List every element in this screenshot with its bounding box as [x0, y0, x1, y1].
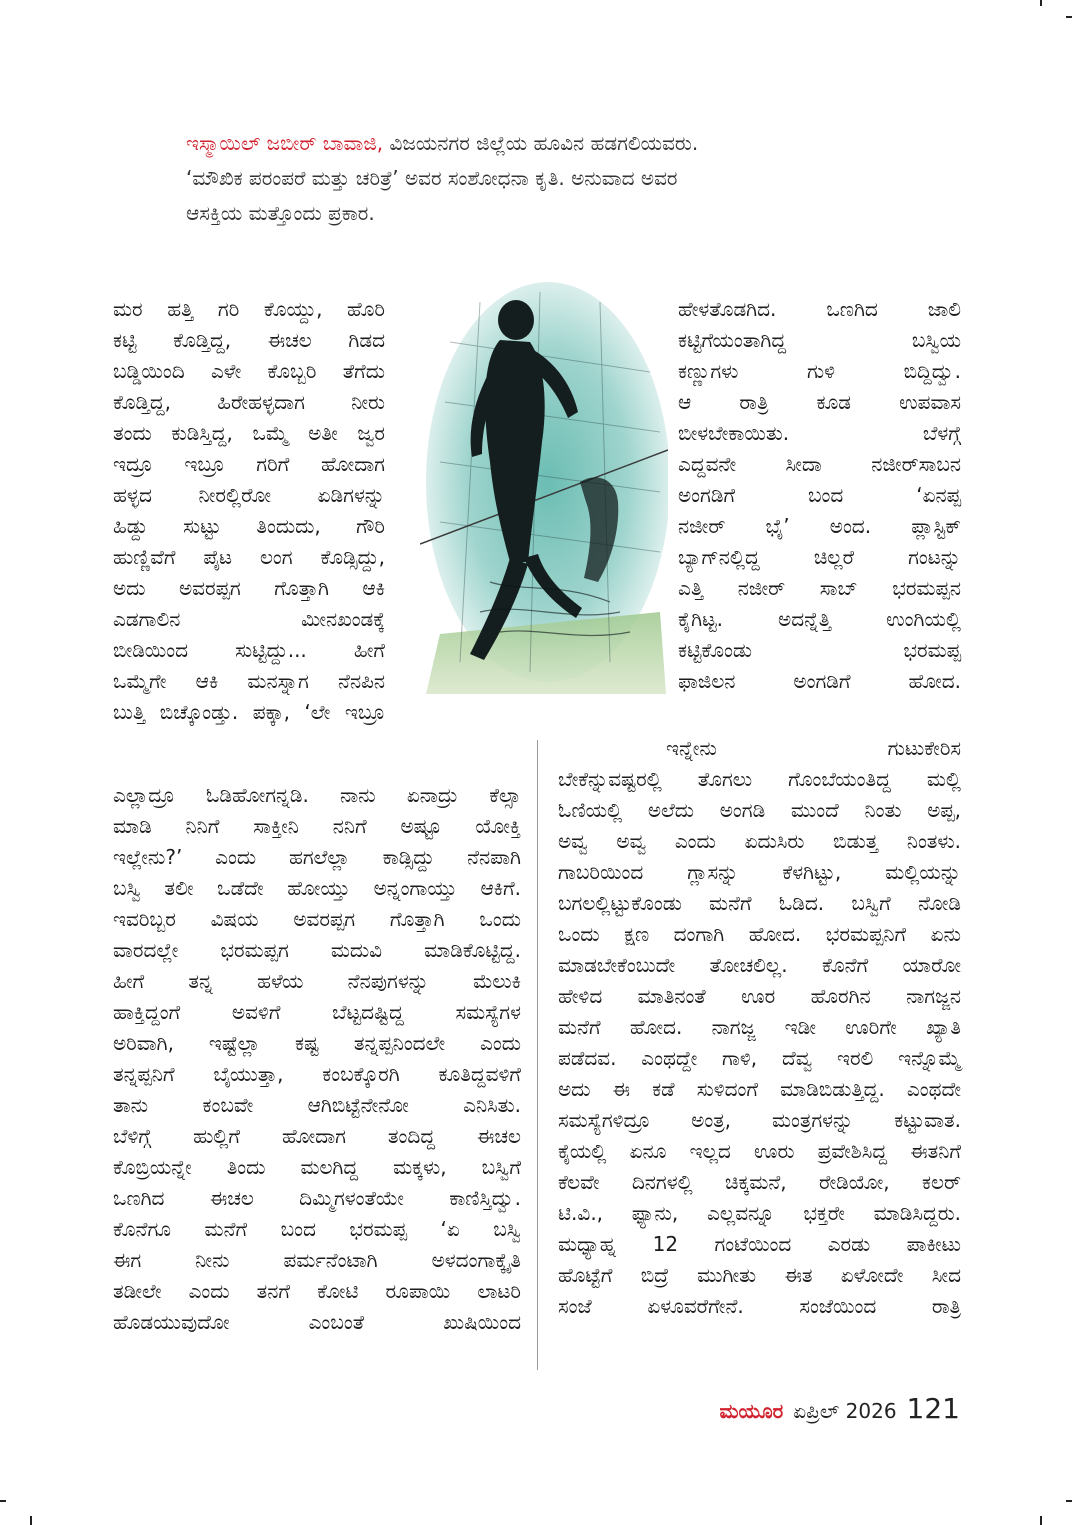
- text-line: ಮನೆಗೆ ಹೋದ. ನಾಗಜ್ಜ ಇಡೀ ಊರಿಗೇ ಖ್ಯಾತಿ: [558, 1015, 961, 1039]
- left-column-bottom: [113, 780, 521, 1338]
- text-line: ಕಟ್ಟಿಗೆಯಂತಾಗಿದ್ದ ಬಸ್ವಿಯ: [678, 328, 961, 352]
- text-line: ಕೆಲವೇ ದಿನಗಳಲ್ಲಿ ಚಿಕ್ಕಮನೆ, ರೇಡಿಯೋ, ಕಲರ್: [558, 1170, 961, 1194]
- text-line: ಅದು ಅವರಪ್ಪಗ ಗೊತ್ತಾಗಿ ಆಕಿ: [113, 576, 385, 600]
- text-line: ತಡೀಲೇ ಎಂದು ತನಗೆ ಕೋಟಿ ರೂಪಾಯಿ ಲಾಟರಿ: [113, 1279, 521, 1303]
- text-line: ಕಟ್ಟಿ ಕೊಡ್ತಿದ್ದ, ಈಚಲ ಗಿಡದ: [113, 328, 385, 352]
- column-divider: [537, 740, 538, 1370]
- text-line: ಟಿ.ವಿ., ಫ್ಯಾನು, ಎಲ್ಲವನ್ನೂ ಭಕ್ತರೇ ಮಾಡಿಸಿದ್ದರು.: [558, 1201, 961, 1225]
- text-line: ನಜೀರ್ ಭೈ’ ಅಂದ. ಪ್ಲಾಸ್ಟಿಕ್: [678, 514, 961, 538]
- text-line: ತನ್ನಪ್ಪನಿಗೆ ಬೈಯುತ್ತಾ, ಕಂಬಕ್ಕೊರಗಿ ಕೂತಿದ್ದವಳಿಗೆ: [113, 1062, 521, 1086]
- bio-line-2: ‘ಮೌಖಿಕ ಪರಂಪರೆ ಮತ್ತು ಚರಿತ್ರೆ’ ಅವರ ಸಂಶೋಧನಾ ಕೃತಿ. ಅನುವಾದ ಅವರ: [186, 166, 678, 190]
- text-line: ಹಳ್ಳದ ನೀರಲ್ಲಿರೋ ಏಡಿಗಳನ್ನು: [113, 483, 385, 507]
- text-line: ಎಲ್ಲಾದ್ರೂ ಓಡಿಹೋಗನ್ನಡಿ. ನಾನು ಏನಾದ್ರು ಕೆಲ್ಸಾ: [113, 783, 521, 807]
- author-bio: [186, 126, 916, 231]
- right-column-bottom: [558, 733, 961, 1322]
- text-line: ಹೇಳಿದ ಮಾತಿನಂತೆ ಊರ ಹೊರಗಿನ ನಾಗಜ್ಜನ: [558, 984, 961, 1008]
- page-number: 121: [906, 1392, 960, 1425]
- text-line: ಇಲ್ಲೇನು?’ ಎಂದು ಹಗಲೆಲ್ಲಾ ಕಾಡ್ಸಿದ್ದು ನೆನಪಾಗಿ: [113, 845, 521, 869]
- bio-line-1: [186, 126, 916, 161]
- author-name: ಇಸ್ಮಾಯಿಲ್ ಜಬೀರ್ ಬಾವಾಜಿ,: [186, 131, 384, 155]
- text-line: ಬಗಲಲ್ಲಿಟ್ಟುಕೊಂಡು ಮನೆಗೆ ಓಡಿದ. ಬಸ್ವಿಗೆ ನೋಡಿ: [558, 891, 961, 915]
- text-line: ಇವರಿಬ್ಬರ ವಿಷಯ ಅವರಪ್ಪಗ ಗೊತ್ತಾಗಿ ಒಂದು: [113, 907, 521, 931]
- text-line: ವಾರದಲ್ಲೇ ಭರಮಪ್ಪಗ ಮದುವಿ ಮಾಡಿಕೊಟ್ಟಿದ್ದ.: [113, 938, 521, 962]
- text-line: ಬೇಕೆನ್ನುವಷ್ಟರಲ್ಲಿ ತೊಗಲು ಗೊಂಬೆಯಂತಿದ್ದ ಮಲ್ಲಿ: [558, 767, 961, 791]
- text-line: ಪಡೆದವ. ಎಂಥದ್ದೇ ಗಾಳಿ, ದೆವ್ವ ಇರಲಿ ಇನ್ನೊಮ್ಮೆ: [558, 1046, 961, 1070]
- text-line: ತಾನು ಕಂಬವೇ ಆಗಿಬಿಟ್ಟೆನೇನೋ ಎನಿಸಿತು.: [113, 1093, 521, 1117]
- text-line: ಎತ್ತಿ ನಜೀರ್ ಸಾಬ್ ಭರಮಪ್ಪನ: [678, 576, 961, 600]
- text-line: ಬೀಡಿಯಿಂದ ಸುಟ್ಟಿದ್ದು... ಹೀಗೆ: [113, 638, 385, 662]
- text-line: ಈಗ ನೀನು ಪರ್ಮನೆಂಟಾಗಿ ಅಳದಂಗಾಕ್ಕೈತಿ: [113, 1248, 521, 1272]
- magazine-brand: ಮಯೂರ: [719, 1399, 784, 1423]
- crop-mark: [30, 1516, 32, 1525]
- text-line: ಹಾಕ್ತಿದ್ದಂಗೆ ಅವಳಿಗೆ ಬೆಟ್ಟದಷ್ಟಿದ್ದ ಸಮಸ್ಯೆಗಳ: [113, 1000, 521, 1024]
- text-line: ಸಂಜೆ ಏಳೂವರೆಗೇನೆ. ಸಂಜೆಯಿಂದ ರಾತ್ರಿ: [558, 1294, 961, 1318]
- text-line: ಕೈಗಿಟ್ಟ. ಅದನ್ನೆತ್ತಿ ಉಂಗಿಯಲ್ಲಿ: [678, 607, 961, 631]
- crop-mark: [1066, 1500, 1072, 1502]
- crop-mark: [1040, 1516, 1042, 1525]
- text-line: ಅಂಗಡಿಗೆ ಬಂದ ‘ಏನಪ್ಪ: [678, 483, 961, 507]
- text-line: ಇನ್ನೇನು ಗುಟುಕೇರಿಸ: [666, 736, 961, 760]
- crop-mark: [1040, 0, 1042, 6]
- text-line: ಫಾಜಿಲನ ಅಂಗಡಿಗೆ ಹೋದ.: [678, 669, 961, 693]
- text-line: ಹೇಳತೊಡಗಿದ. ಒಣಗಿದ ಜಾಲಿ: [678, 297, 961, 321]
- issue-date: ಏಪ್ರಿಲ್ 2026: [793, 1399, 897, 1423]
- text-line: ಬ್ಯಾಗ್‌ನಲ್ಲಿದ್ದ ಚಿಲ್ಲರೆ ಗಂಟನ್ನು: [678, 545, 961, 569]
- text-line: ಒಂದು ಕ್ಷಣ ದಂಗಾಗಿ ಹೋದ. ಭರಮಪ್ಪನಿಗೆ ಏನು: [558, 922, 961, 946]
- text-line: ಹುಣ್ಣಿವೆಗೆ ಪೈಟ ಲಂಗ ಕೊಡ್ಸಿದ್ದು,: [113, 545, 385, 569]
- text-line: ಬಡ್ಡಿಯಿಂದಿ ಎಳೇ ಕೊಬ್ಬರಿ ತೆಗೆದು: [113, 359, 385, 383]
- bio-line-1-text: ವಿಜಯನಗರ ಜಿಲ್ಲೆಯ ಹೂವಿನ ಹಡಗಲಿಯವರು.: [383, 131, 699, 155]
- crop-mark: [1066, 16, 1072, 18]
- text-line: ಒಣಗಿದ ಈಚಲ ದಿಮ್ಮಿಗಳಂತೆಯೇ ಕಾಣಿಸ್ತಿದ್ವು.: [113, 1186, 521, 1210]
- crop-mark: [0, 1500, 6, 1502]
- text-line: ಬುತ್ತಿ ಬಿಚ್ಕೊಂಡ್ತು. ಪಕ್ಕಾ, ‘ಲೇ ಇಬ್ರೂ: [113, 700, 385, 724]
- text-line: ಕೊನೆಗೂ ಮನೆಗೆ ಬಂದ ಭರಮಪ್ಪ ‘ಏ ಬಸ್ವಿ: [113, 1217, 521, 1241]
- right-column-top: [678, 294, 961, 697]
- text-line: ಬೆಳಿಗ್ಗೆ ಹುಲ್ಲಿಗೆ ಹೋದಾಗ ತಂದಿದ್ದ ಈಚಲ: [113, 1124, 521, 1148]
- text-line: ಬಸ್ವಿ ತಲೀ ಒಡೆದೇ ಹೋಯ್ತು ಅನ್ನಂಗಾಯ್ತು ಆಕಿಗೆ.: [113, 876, 521, 900]
- text-line: ಸಮಸ್ಯೆಗಳಿದ್ರೂ ಅಂತ್ರ, ಮಂತ್ರಗಳನ್ನು ಕಟ್ಟುವಾತ.: [558, 1108, 961, 1132]
- text-line: ಹೀಗೆ ತನ್ನ ಹಳೆಯ ನೆನಪುಗಳನ್ನು ಮೆಲುಕಿ: [113, 969, 521, 993]
- text-line: ಗಾಬರಿಯಿಂದ ಗ್ಲಾಸನ್ನು ಕೆಳಗಿಟ್ಟು, ಮಲ್ಲಿಯನ್ನು: [558, 860, 961, 884]
- text-line: ಕೈಯಲ್ಲಿ ಏನೂ ಇಲ್ಲದ ಊರು ಪ್ರವೇಶಿಸಿದ್ದ ಈತನಿಗೆ: [558, 1139, 961, 1163]
- text-line: ಮಾಡಬೇಕೆಂಬುದೇ ತೋಚಲಿಲ್ಲ. ಕೊನೆಗೆ ಯಾರೋ: [558, 953, 961, 977]
- left-column-top: [113, 294, 385, 728]
- text-line: ಇದ್ರೂ ಇಬ್ರೂ ಗರಿಗೆ ಹೋದಾಗ: [113, 452, 385, 476]
- text-line: ಮಾಡಿ ನಿನಿಗೆ ಸಾಕ್ತೀನಿ ನನಿಗೆ ಅಷ್ಟೂ ಯೋಕ್ತಿ: [113, 814, 521, 838]
- text-line: ಆ ರಾತ್ರಿ ಕೂಡ ಉಪವಾಸ: [678, 390, 961, 414]
- page-footer: [719, 1392, 960, 1428]
- text-line: ಎಡಗಾಲಿನ ಮೀನಖಂಡಕ್ಕೆ: [113, 607, 385, 631]
- text-line: ಕೊಬ್ರಿಯನ್ನೇ ತಿಂದು ಮಲಗಿದ್ದ ಮಕ್ಕಳು, ಬಸ್ವಿಗೆ: [113, 1155, 521, 1179]
- text-line: ಕಣ್ಣುಗಳು ಗುಳಿ ಬಿದ್ದಿದ್ವು.: [678, 359, 961, 383]
- text-line: ಅದು ಈ ಕಡೆ ಸುಳಿದಂಗೆ ಮಾಡಿಬಿಡುತ್ತಿದ್ದ. ಎಂಥದೇ: [558, 1077, 961, 1101]
- text-line: ಅವ್ವ ಅವ್ವ ಎಂದು ಏದುಸಿರು ಬಿಡುತ್ತ ನಿಂತಳು.: [558, 829, 961, 853]
- text-line: ತಂದು ಕುಡಿಸ್ತಿದ್ದ, ಒಮ್ಮೆ ಅತೀ ಜ್ವರ: [113, 421, 385, 445]
- text-line: ಹೊಡಯುವುದೋ ಎಂಬಂತೆ ಖುಷಿಯಿಂದ: [113, 1310, 521, 1334]
- text-line: ಹಿಡ್ದು ಸುಟ್ಟು ತಿಂದುದು, ಗೌರಿ: [113, 514, 385, 538]
- text-line: ಬೀಳಬೇಕಾಯಿತು. ಬೆಳಗ್ಗೆ: [678, 421, 961, 445]
- text-line: ಹೊಟ್ಟೆಗೆ ಬಿದ್ರೆ ಮುಗೀತು ಈತ ಏಳೋದೇ ಸೀದ: [558, 1263, 961, 1287]
- text-line: ಓಣಿಯಲ್ಲಿ ಅಲೆದು ಅಂಗಡಿ ಮುಂದೆ ನಿಂತು ಅಪ್ಪ,: [558, 798, 961, 822]
- text-line: ಒಮ್ಮೆಗೇ ಆಕಿ ಮನಸ್ನಾಗ ನೆನಪಿನ: [113, 669, 385, 693]
- text-line: ಮಧ್ಯಾಹ್ನ 12 ಗಂಟೆಯಿಂದ ಎರಡು ಪಾಕೀಟು: [558, 1232, 961, 1256]
- running-figure-illustration: [420, 282, 668, 694]
- bio-line-3: ಆಸಕ್ತಿಯ ಮತ್ತೊಂದು ಪ್ರಕಾರ.: [186, 201, 375, 225]
- text-line: ಅರಿವಾಗಿ, ಇಷ್ಟೆಲ್ಲಾ ಕಷ್ಟ ತನ್ನಪ್ಪನಿಂದಲೇ ಎಂದು: [113, 1031, 521, 1055]
- text-line: ಕೊಡ್ತಿದ್ದ, ಹಿರೇಹಳ್ಳದಾಗ ನೀರು: [113, 390, 385, 414]
- text-line: ಕಟ್ಟಿಕೊಂಡು ಭರಮಪ್ಪ: [678, 638, 961, 662]
- text-line: ಎದ್ದವನೇ ಸೀದಾ ನಜೀರ್‌ಸಾಬನ: [678, 452, 961, 476]
- text-line: ಮರ ಹತ್ತಿ ಗರಿ ಕೊಯ್ದು, ಹೊರಿ: [113, 297, 385, 321]
